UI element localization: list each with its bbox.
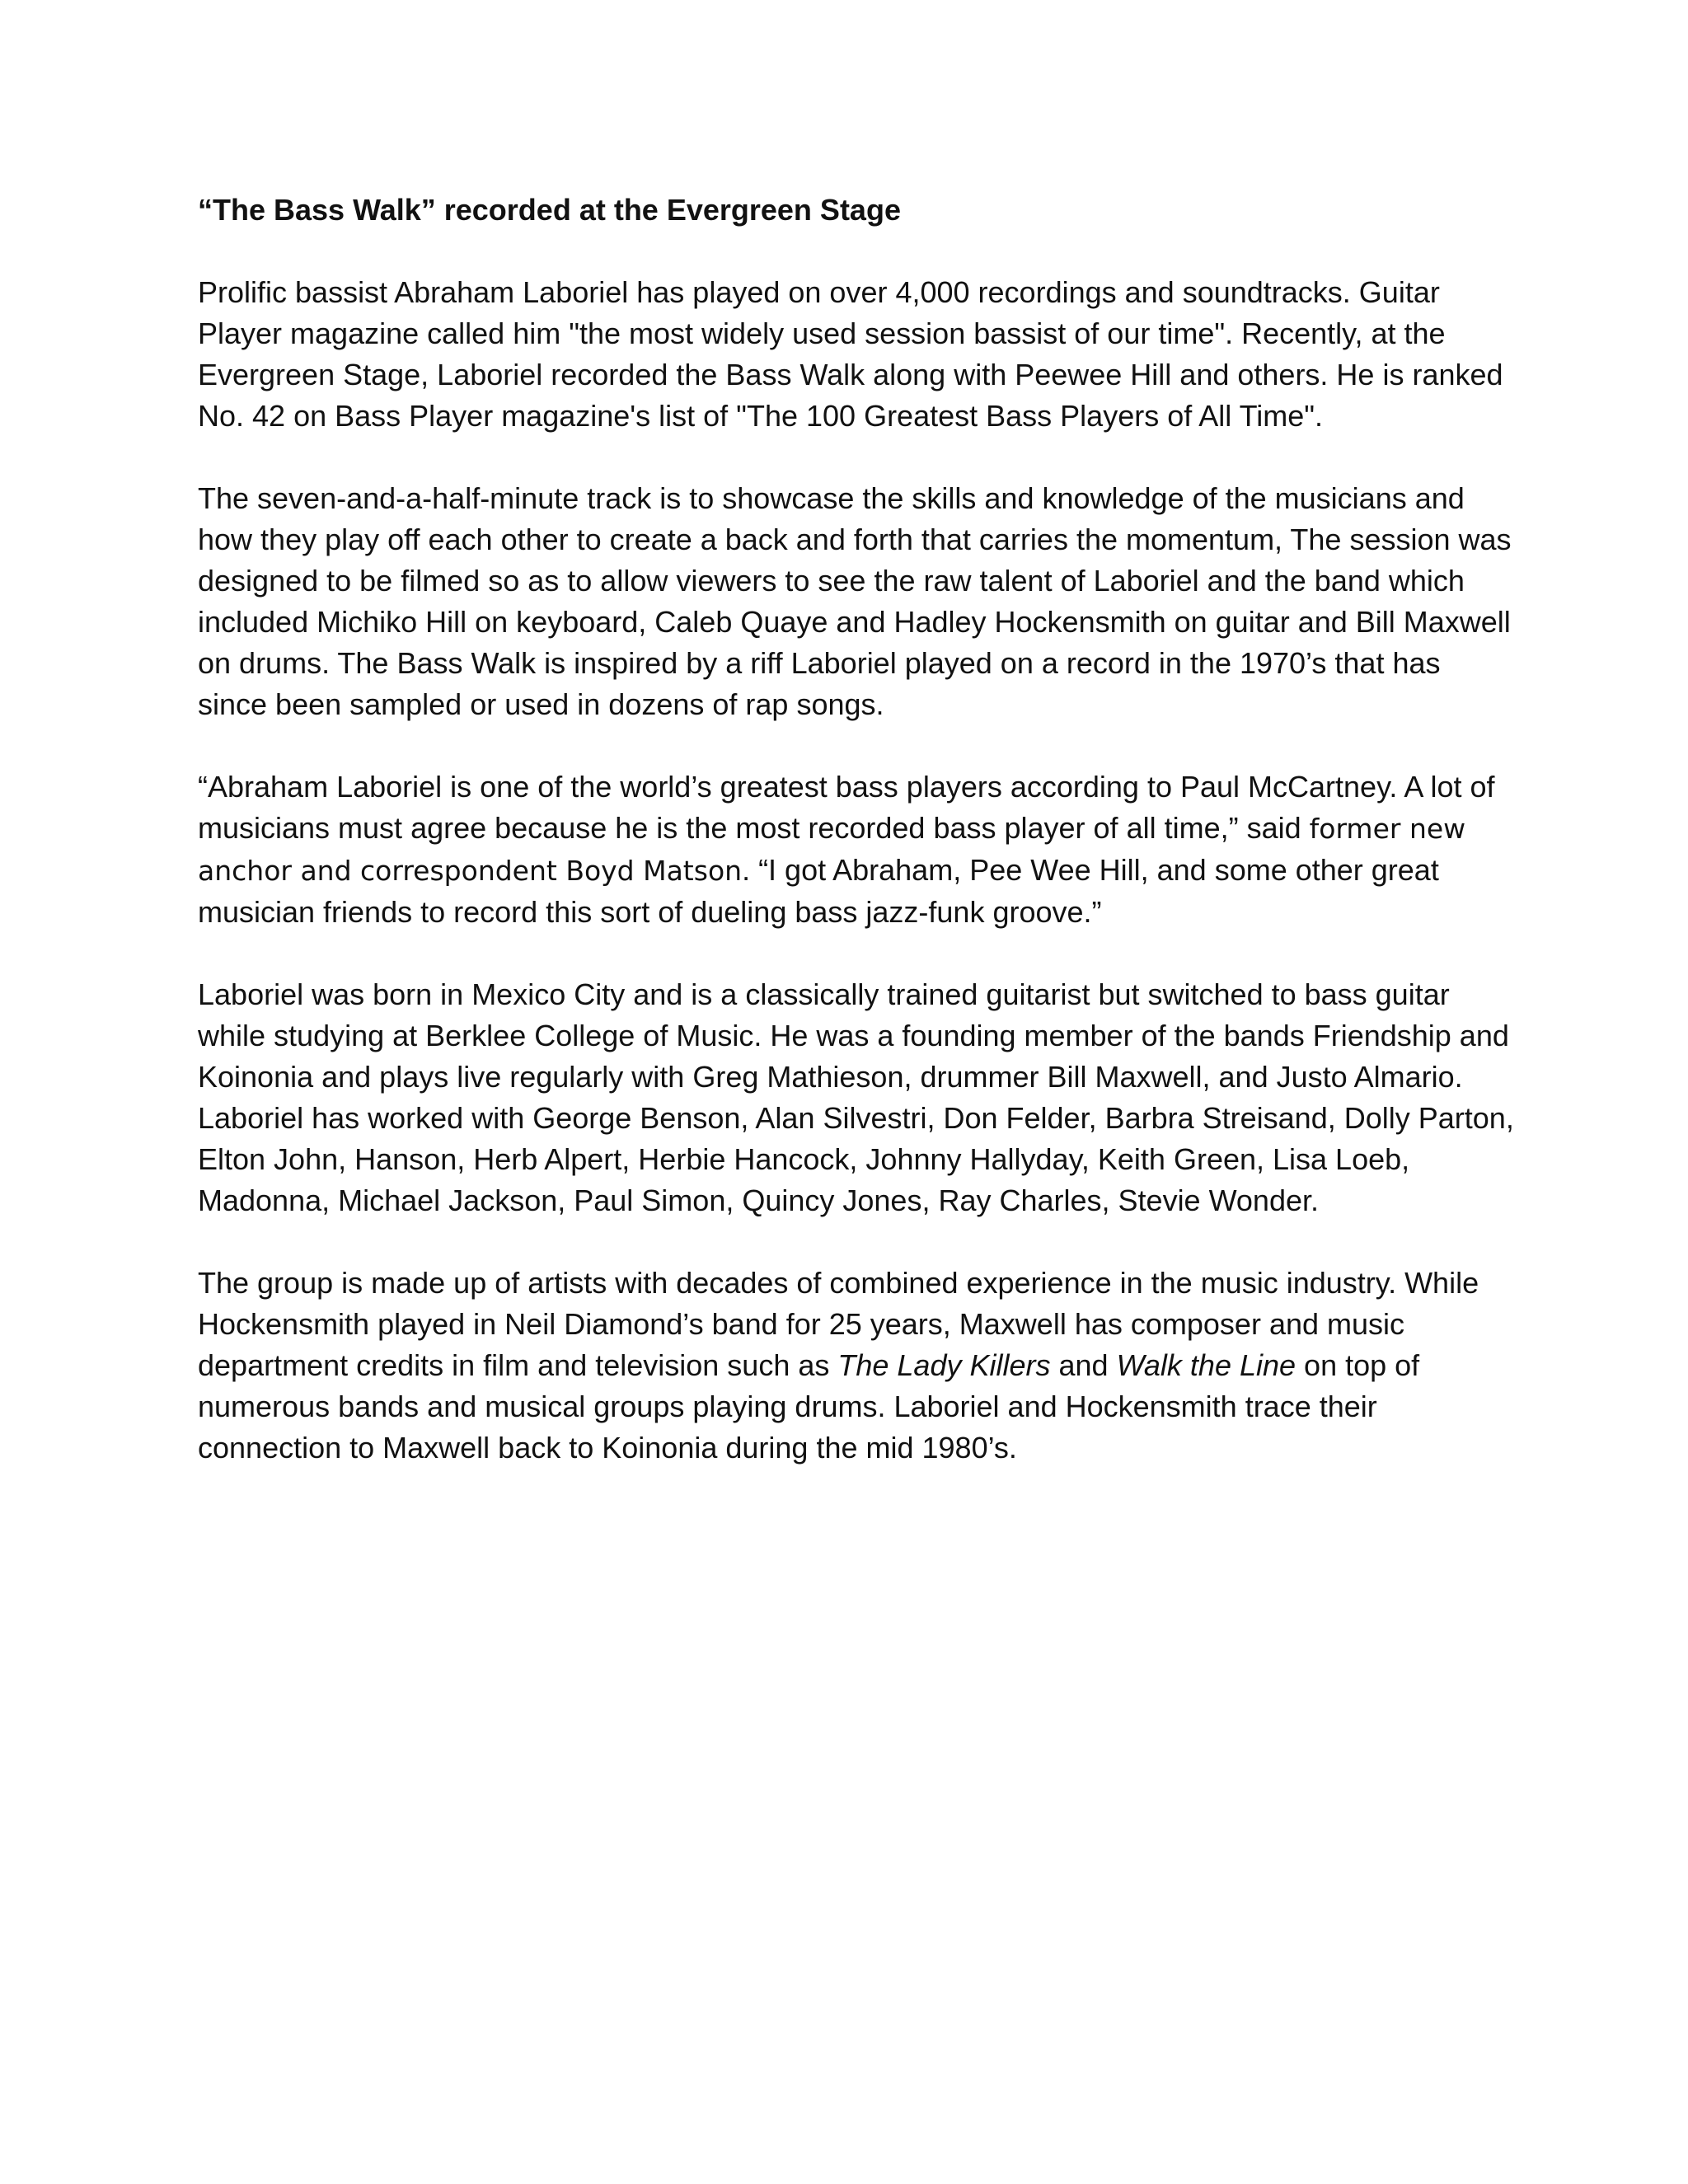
paragraph-3: [198, 766, 1517, 933]
paragraph-4: Laboriel was born in Mexico City and is a classically trained guitarist but switched to bass guitar while studying at Berklee College of Music. He was a founding member of the bands Friendship and Koinonia and plays live regularly with Greg Mathieson, drummer Bill Maxwell, and Justo Almario. Laboriel has worked with George Benson, Alan Silvestri, Don Felder, Barbra Streisand, Dolly Parton, Elton John, Hanson, Herb Alpert, Herbie Hancock, Johnny Hallyday, Keith Green, Lisa Loeb, Madonna, Michael Jackson, Paul Simon, Quincy Jones, Ray Charles, Stevie Wonder.: [198, 977, 1514, 1217]
paragraph-3-attribution: former new anchor and correspondent Boyd Matson: [198, 813, 1466, 887]
document-body: [198, 190, 1517, 1510]
paragraph-5-text-3: on top of numerous bands and musical groups playing drums. Laboriel and Hockensmith trace their connection to Maxwell back to Koinonia during the mid 1980’s.: [198, 1348, 1420, 1465]
article-title: “The Bass Walk” recorded at the Evergreen Stage: [198, 193, 901, 227]
paragraph-2: The seven-and-a-half-minute track is to showcase the skills and knowledge of the musicians and how they play off each other to create a back and forth that carries the momentum, The session was designed to be filmed so as to allow viewers to see the raw talent of Laboriel and the band which included Michiko Hill on keyboard, Caleb Quaye and Hadley Hockensmith on guitar and Bill Maxwell on drums. The Bass Walk is inspired by a riff Laboriel played on a record in the 1970’s that has since been sampled or used in dozens of rap songs.: [198, 481, 1512, 721]
film-title-lady-killers: The Lady Killers: [837, 1348, 1051, 1382]
paragraph-3-quote-end: . “I got Abraham, Pee Wee Hill, and some other great musician friends to record this sort of dueling bass jazz-funk groove.”: [198, 853, 1439, 929]
paragraph-5-text-2: and: [1050, 1348, 1117, 1382]
paragraph-3-quote-start: “Abraham Laboriel is one of the world’s greatest bass players according to Paul McCartney. A lot of musicians must agree because he is the most recorded bass player of all time,” said: [198, 770, 1495, 845]
paragraph-1: Prolific bassist Abraham Laboriel has played on over 4,000 recordings and soundtracks. Guitar Player magazine called him "the most widely used session bassist of our time". Recently, at the Evergreen Stage, Laboriel recorded the Bass Walk along with Peewee Hill and others. He is ranked No. 42 on Bass Player magazine's list of "The 100 Greatest Bass Players of All Time".: [198, 275, 1503, 433]
paragraph-5: [198, 1263, 1517, 1469]
film-title-walk-the-line: Walk the Line: [1116, 1348, 1296, 1382]
paragraph-5-text-1: The group is made up of artists with decades of combined experience in the music industry. While Hockensmith played in Neil Diamond’s band for 25 years, Maxwell has composer and music department credits in film and television such as: [198, 1266, 1479, 1382]
